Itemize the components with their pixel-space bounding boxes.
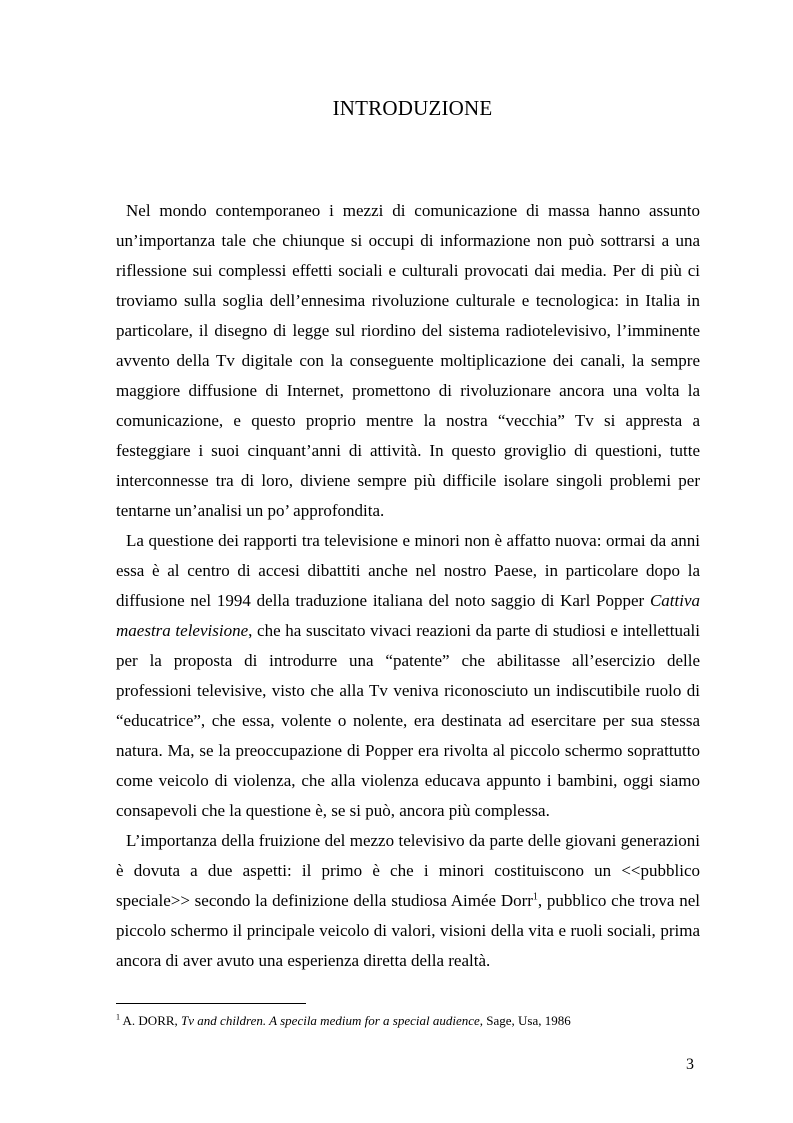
paragraph-2 [116, 526, 700, 826]
page-title: INTRODUZIONE [332, 96, 493, 120]
page-number: 3 [686, 1056, 694, 1073]
footnote-title: Tv and children. A specila medium for a special audience [181, 1013, 480, 1028]
body-text [116, 196, 700, 976]
footnote-number: 1 [116, 1012, 120, 1022]
footnote [116, 1012, 700, 1030]
paragraph-3-text-start: L’importanza della fruizione del mezzo televisivo da parte delle giovani generazioni è dovuta a due aspetti: il primo è che i minori costituiscono un <<pubblico speciale>> secondo la definizione della studiosa Aimée Dorr [116, 831, 700, 910]
footnote-separator [116, 1003, 306, 1004]
footnote-reference[interactable]: 1 [532, 891, 538, 903]
paragraph-3 [116, 826, 700, 976]
footnote-author: A. DORR, [120, 1013, 182, 1028]
paragraph-3-text-end: , pubblico che trova nel piccolo schermo il principale veicolo di valori, visioni della vita e ruoli sociali, prima ancora di aver avuto una esperienza diretta della realtà. [116, 891, 700, 970]
book-title-cattiva-maestra: Cattiva maestra televisione [116, 591, 700, 640]
footnote-publisher: , Sage, Usa, 1986 [479, 1013, 571, 1028]
paragraph-2-text-end: , che ha suscitato vivaci reazioni da parte di studiosi e intellettuali per la proposta di introdurre una “patente” che abilitasse all’esercizio delle professioni televisive, visto che alla Tv veniva riconosciuto un indiscutibile ruolo di “educatrice”, che essa, volente o nolente, era destinata ad esercitare per sua stessa natura. Ma, se la preoccupazione di Popper era rivolta al piccolo schermo soprattutto come veicolo di violenza, che alla violenza educava appunto i bambini, oggi siamo consapevoli che la questione è, se si può, ancora più complessa. [116, 621, 700, 820]
paragraph-1: Nel mondo contemporaneo i mezzi di comunicazione di massa hanno assunto un’importanza tale che chiunque si occupi di informazione non può sottrarsi a una riflessione sui complessi effetti sociali e culturali provocati dai media. Per di più ci troviamo sulla soglia dell’ennesima rivoluzione culturale e tecnologica: in Italia in particolare, il disegno di legge sul riordino del sistema radiotelevisivo, l’imminente avvento della Tv digitale con la conseguente moltiplicazione dei canali, la sempre maggiore diffusione di Internet, promettono di rivoluzionare ancora una volta la comunicazione, e questo proprio mentre la nostra “vecchia” Tv si appresta a festeggiare i suoi cinquant’anni di attività. In questo groviglio di questioni, tutte interconnesse tra di loro, diviene sempre più difficile isolare singoli problemi per tentarne un’analisi un po’ approfondita. [116, 201, 700, 520]
paragraph-2-text-start: La questione dei rapporti tra televisione e minori non è affatto nuova: ormai da anni essa è al centro di accesi dibattiti anche nel nostro Paese, in particolare dopo la diffusione nel 1994 della traduzione italiana del noto saggio di Karl Popper [116, 531, 700, 610]
